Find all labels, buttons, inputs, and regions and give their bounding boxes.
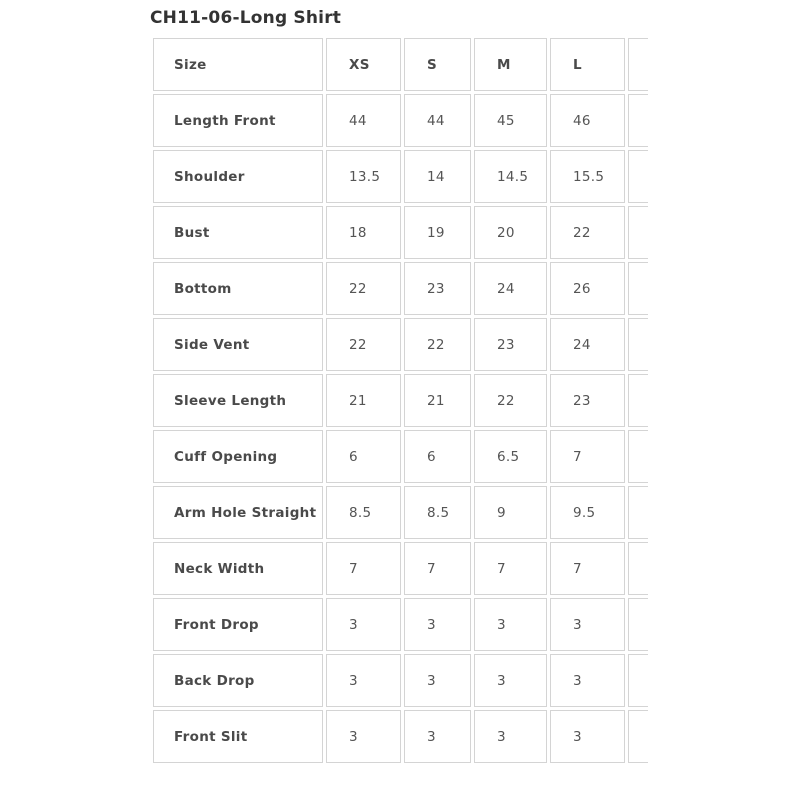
- header-cell-xs: XS: [326, 38, 401, 91]
- table-cell: [628, 654, 648, 707]
- table-cell: [628, 710, 648, 763]
- table-cell: 6: [404, 430, 471, 483]
- table-row: [153, 318, 648, 371]
- table-cell: [628, 598, 648, 651]
- table-cell: 6: [326, 430, 401, 483]
- table-row: [153, 654, 648, 707]
- table-row: [153, 598, 648, 651]
- row-label: Arm Hole Straight: [153, 486, 323, 539]
- table-cell: 3: [326, 654, 401, 707]
- row-label: Shoulder: [153, 150, 323, 203]
- table-cell: 19: [404, 206, 471, 259]
- table-cell: 24: [474, 262, 547, 315]
- table-cell: 3: [474, 710, 547, 763]
- row-label: Bust: [153, 206, 323, 259]
- row-label: Front Slit: [153, 710, 323, 763]
- table-row: [153, 262, 648, 315]
- table-cell: 3: [326, 598, 401, 651]
- row-label: Back Drop: [153, 654, 323, 707]
- table-cell: 9.5: [550, 486, 625, 539]
- table-row: [153, 430, 648, 483]
- table-cell: 3: [550, 598, 625, 651]
- header-cell-m: M: [474, 38, 547, 91]
- table-row: [153, 206, 648, 259]
- table-cell: 22: [404, 318, 471, 371]
- table-cell: [628, 374, 648, 427]
- row-label: Side Vent: [153, 318, 323, 371]
- table-cell: [628, 206, 648, 259]
- table-row: [153, 374, 648, 427]
- table-cell: 3: [404, 598, 471, 651]
- table-cell: 22: [550, 206, 625, 259]
- table-cell: [628, 94, 648, 147]
- table-cell: 8.5: [326, 486, 401, 539]
- table-cell: 7: [550, 430, 625, 483]
- table-row: [153, 94, 648, 147]
- header-cell-l: L: [550, 38, 625, 91]
- table-cell: 3: [404, 654, 471, 707]
- row-label: Length Front: [153, 94, 323, 147]
- table-cell: 23: [550, 374, 625, 427]
- table-cell: 14: [404, 150, 471, 203]
- table-cell: 22: [326, 318, 401, 371]
- table-cell: 44: [326, 94, 401, 147]
- table-cell: 46: [550, 94, 625, 147]
- row-label: Bottom: [153, 262, 323, 315]
- row-label: Cuff Opening: [153, 430, 323, 483]
- page-title: CH11-06-Long Shirt: [150, 8, 342, 28]
- table-row: [153, 710, 648, 763]
- table-cell: [628, 150, 648, 203]
- table-cell: 3: [474, 654, 547, 707]
- table-cell: 7: [326, 542, 401, 595]
- table-cell: 9: [474, 486, 547, 539]
- table-cell: 3: [550, 654, 625, 707]
- table-cell: 26: [550, 262, 625, 315]
- table-cell: 3: [326, 710, 401, 763]
- table-cell: [628, 430, 648, 483]
- table-cell: [628, 542, 648, 595]
- table-row: [153, 150, 648, 203]
- table-cell: 7: [474, 542, 547, 595]
- table-cell: [628, 318, 648, 371]
- table-cell: 14.5: [474, 150, 547, 203]
- table-cell: 3: [550, 710, 625, 763]
- table-cell: 23: [474, 318, 547, 371]
- table-cell: 22: [474, 374, 547, 427]
- table-cell: 22: [326, 262, 401, 315]
- table-cell: 3: [474, 598, 547, 651]
- table-row: [153, 542, 648, 595]
- table-cell: 45: [474, 94, 547, 147]
- row-label: Neck Width: [153, 542, 323, 595]
- table-cell: 44: [404, 94, 471, 147]
- header-cell-xl: [628, 38, 648, 91]
- table-cell: 21: [404, 374, 471, 427]
- row-label: Sleeve Length: [153, 374, 323, 427]
- table-cell: 7: [550, 542, 625, 595]
- table-cell: 7: [404, 542, 471, 595]
- table-cell: 13.5: [326, 150, 401, 203]
- table-cell: 6.5: [474, 430, 547, 483]
- header-cell-size: Size: [153, 38, 323, 91]
- table-cell: 21: [326, 374, 401, 427]
- table-cell: [628, 262, 648, 315]
- table-cell: 18: [326, 206, 401, 259]
- table-row: [153, 486, 648, 539]
- table-cell: 24: [550, 318, 625, 371]
- size-chart-container[interactable]: [150, 35, 648, 800]
- header-cell-s: S: [404, 38, 471, 91]
- table-cell: 3: [404, 710, 471, 763]
- table-header-row: [153, 38, 648, 91]
- table-cell: 23: [404, 262, 471, 315]
- table-cell: 15.5: [550, 150, 625, 203]
- table-cell: 8.5: [404, 486, 471, 539]
- size-chart-table: [150, 35, 648, 766]
- table-cell: [628, 486, 648, 539]
- table-cell: 20: [474, 206, 547, 259]
- row-label: Front Drop: [153, 598, 323, 651]
